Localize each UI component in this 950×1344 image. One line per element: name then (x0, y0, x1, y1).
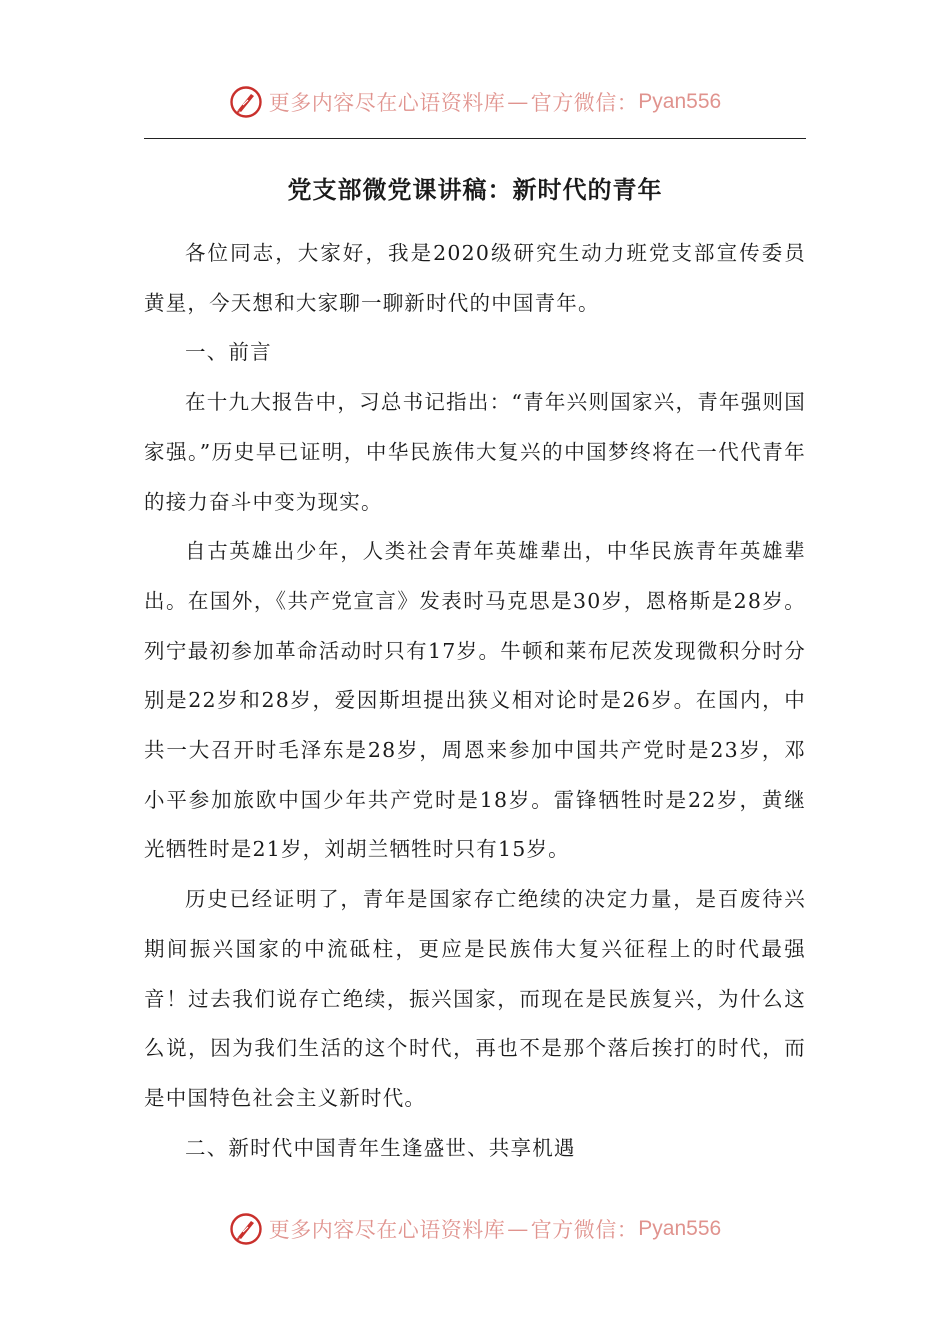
banner-separator: — (507, 90, 529, 114)
banner-site-text: 更多内容尽在心语资料库 (268, 1218, 506, 1242)
header-banner (0, 82, 950, 122)
banner-separator: — (507, 1217, 529, 1241)
paragraph-young-heroes: 自古英雄出少年，人类社会青年英雄辈出，中华民族青年英雄辈出。在国外，《共产党宣言》发表时马克思是30岁，恩格斯是28岁。列宁最初参加革命活动时只有17岁。牛顿和莱布尼茨发现微积分时分别是22岁和28岁，爱因斯坦提出狭义相对论时是26岁。在国内，中共一大召开时毛泽东是28岁，周恩来参加中国共产党时是23岁，邓小平参加旅欧中国少年共产党时是18岁。雷锋牺牲时是22岁，黄继光牺牲时是21岁，刘胡兰牺牲时只有15岁。 (144, 539, 806, 862)
banner-wechat-id: Pyan556 (638, 90, 722, 113)
section-heading-new-era: 二、新时代中国青年生逢盛世、共享机遇 (185, 1135, 576, 1160)
section-heading-preface: 一、前言 (185, 340, 272, 365)
footer-banner (0, 1209, 950, 1249)
banner-official-label: 官方微信： (530, 91, 639, 115)
quill-pen-logo-icon (229, 85, 263, 119)
banner-site-text: 更多内容尽在心语资料库 (268, 91, 506, 115)
banner-official-label: 官方微信： (530, 1218, 639, 1242)
header-divider (144, 138, 806, 139)
document-title: 党支部微党课讲稿：新时代的青年 (287, 176, 663, 204)
banner-wechat-id: Pyan556 (638, 1217, 722, 1240)
paragraph-greeting: 各位同志，大家好，我是2020级研究生动力班党支部宣传委员黄星，今天想和大家聊一聊新时代的中国青年。 (144, 241, 806, 315)
document-body (144, 229, 806, 1173)
paragraph-history-proves: 历史已经证明了，青年是国家存亡绝续的决定力量，是百废待兴期间振兴国家的中流砥柱，更应是民族伟大复兴征程上的时代最强音！过去我们说存亡绝续，振兴国家，而现在是民族复兴，为什么这么说，因为我们生活的这个时代，再也不是那个落后挨打的时代，而是中国特色社会主义新时代。 (144, 887, 806, 1110)
quill-pen-logo-icon (229, 1212, 263, 1246)
paragraph-report-quote: 在十九大报告中，习总书记指出：“青年兴则国家兴，青年强则国家强。”历史早已证明，中华民族伟大复兴的中国梦终将在一代代青年的接力奋斗中变为现实。 (144, 390, 806, 514)
